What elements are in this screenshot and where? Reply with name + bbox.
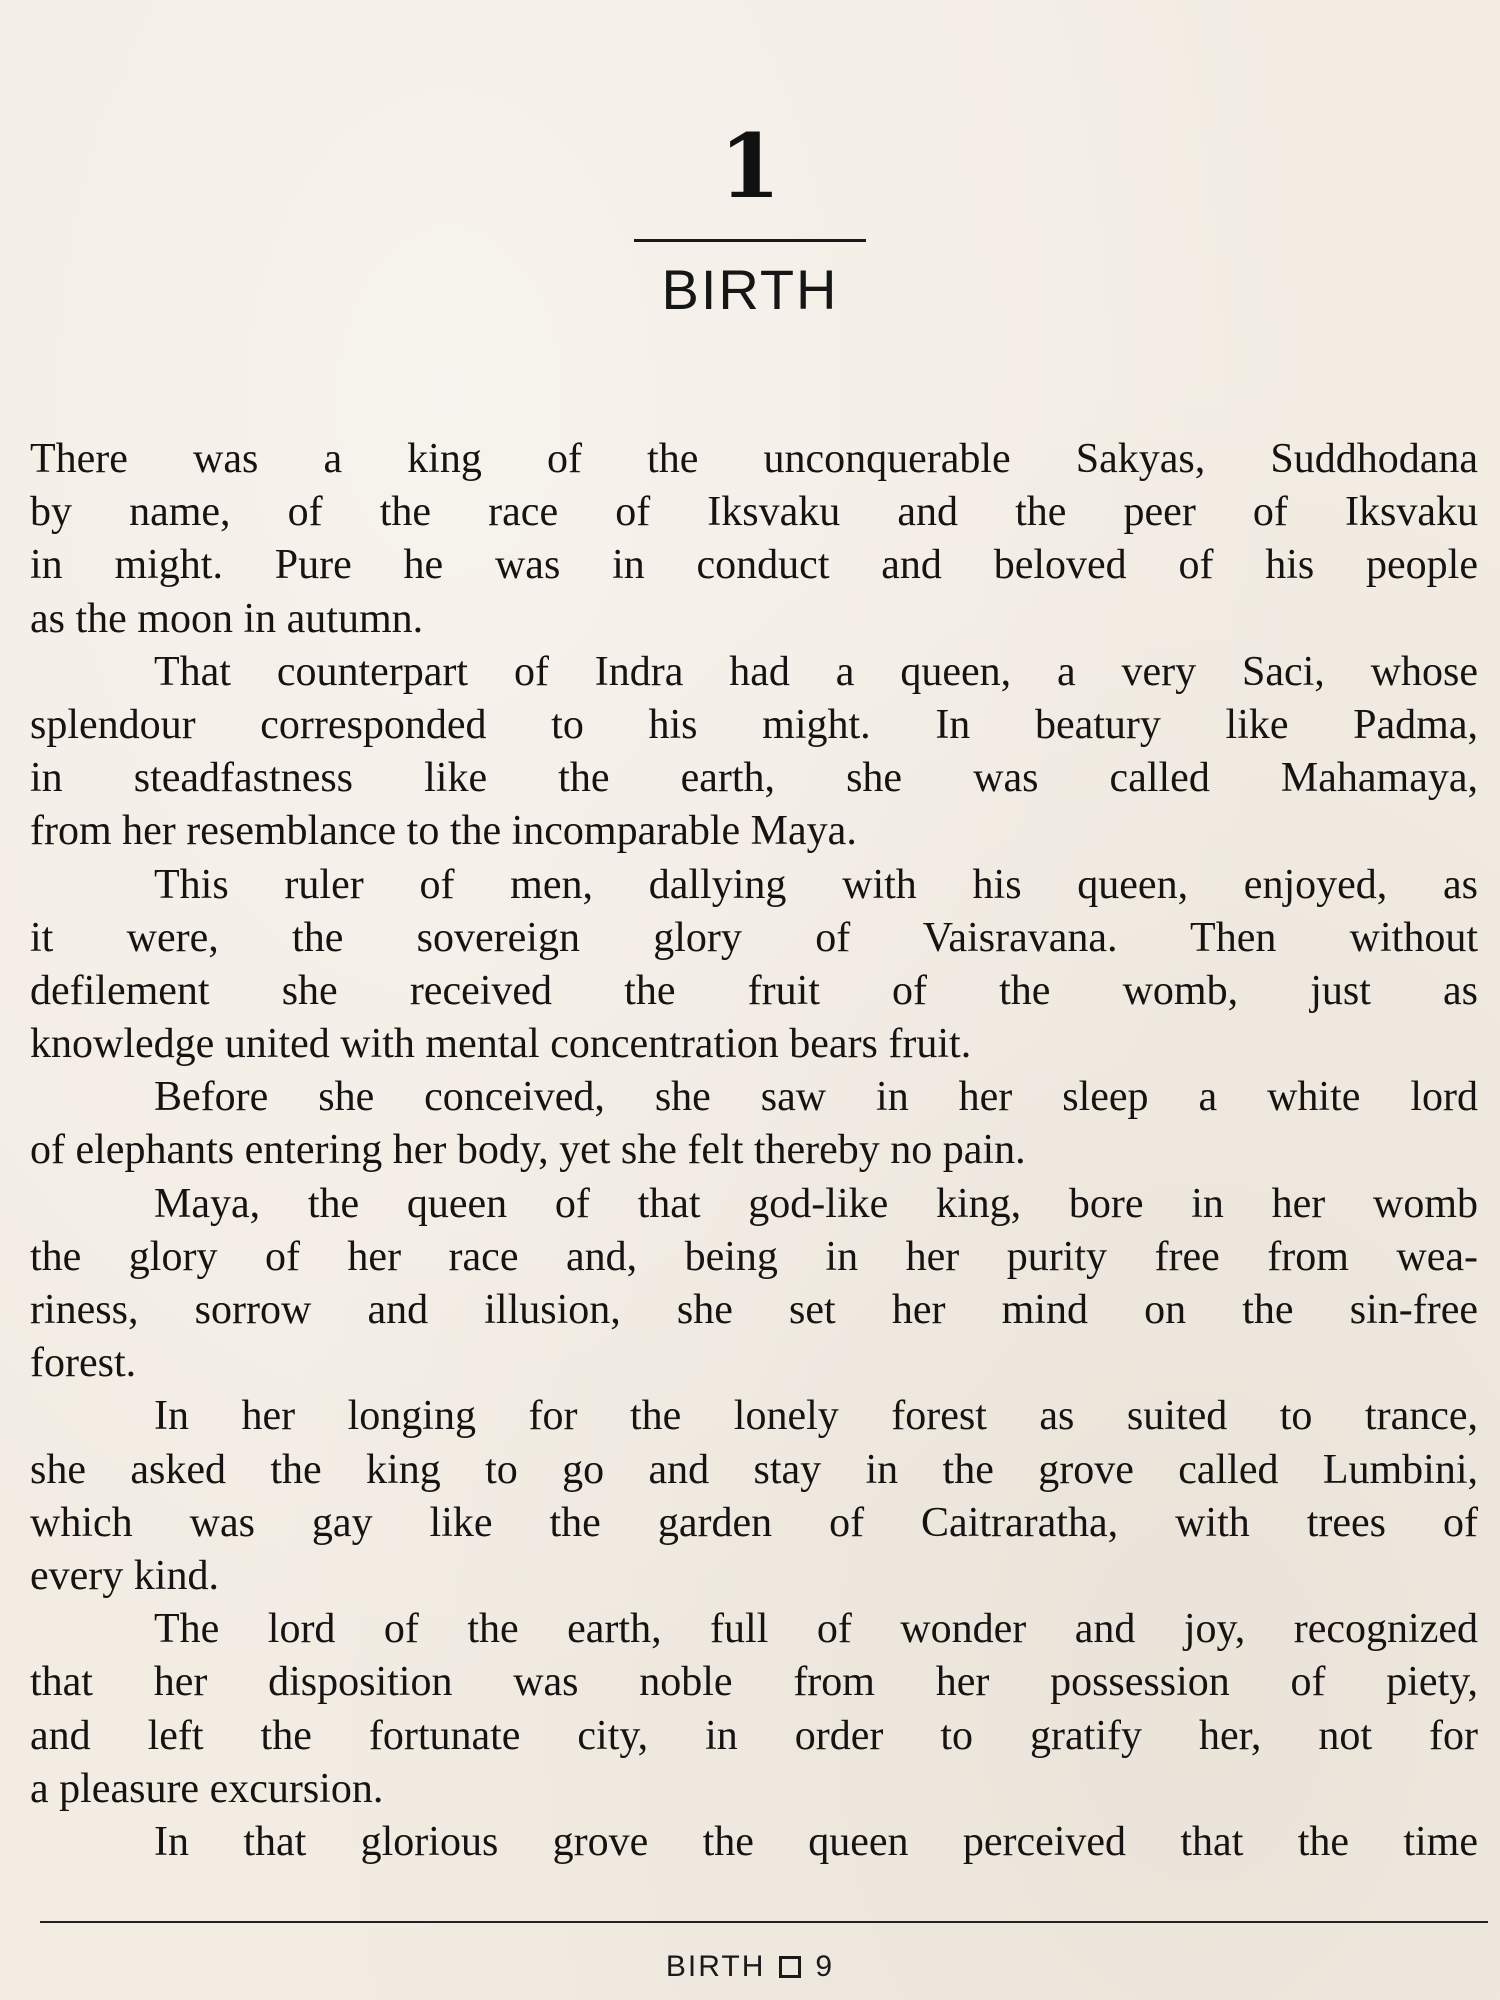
- body-text: [30, 433, 1478, 1869]
- text-line: that her disposition was noble from her possession of piety,: [30, 1659, 1478, 1706]
- text-line: defilement she received the fruit of the womb, just as: [30, 967, 1478, 1014]
- text-line: every kind.: [30, 1552, 219, 1599]
- text-line: Before she conceived, she saw in her sleep a white lord: [154, 1074, 1478, 1121]
- chapter-number: 1: [719, 114, 781, 218]
- running-head: BIRTH: [665, 1950, 766, 1983]
- footer-rule: [40, 1921, 1488, 1923]
- square-separator-icon: [779, 1956, 801, 1978]
- text-line: In that glorious grove the queen perceived that the time: [154, 1818, 1478, 1865]
- page-number: 9: [815, 1950, 835, 1983]
- text-line: In her longing for the lonely forest as suited to trance,: [154, 1393, 1478, 1440]
- text-line: and left the fortunate city, in order to gratify her, not for: [30, 1712, 1478, 1759]
- text-line: in might. Pure he was in conduct and beloved of his people: [30, 542, 1478, 589]
- text-line: in steadfastness like the earth, she was called Mahamaya,: [30, 755, 1478, 802]
- text-line: of elephants entering her body, yet she felt thereby no pain.: [30, 1127, 1026, 1174]
- text-line: splendour corresponded to his might. In beatury like Padma,: [30, 701, 1478, 748]
- text-line: as the moon in autumn.: [30, 595, 424, 642]
- text-line: That counterpart of Indra had a queen, a very Saci, whose: [154, 648, 1478, 695]
- text-line: Maya, the queen of that god-like king, bore in her womb: [154, 1180, 1478, 1227]
- text-line: riness, sorrow and illusion, she set her mind on the sin-free: [30, 1287, 1478, 1333]
- text-line: from her resemblance to the incomparable Maya.: [30, 808, 857, 855]
- text-line: by name, of the race of Iksvaku and the peer of Iksvaku: [30, 489, 1478, 536]
- chapter-title: BIRTH: [661, 258, 839, 321]
- text-line: it were, the sovereign glory of Vaisravana. Then without: [30, 914, 1478, 961]
- text-line: There was a king of the unconquerable Sakyas, Suddhodana: [30, 436, 1478, 482]
- text-line: a pleasure excursion.: [30, 1765, 384, 1812]
- text-line: which was gay like the garden of Caitraratha, with trees of: [30, 1499, 1478, 1546]
- page-footer: [0, 1952, 1500, 1982]
- text-line: she asked the king to go and stay in the grove called Lumbini,: [30, 1446, 1478, 1493]
- text-line: This ruler of men, dallying with his queen, enjoyed, as: [154, 861, 1478, 908]
- text-line: forest.: [30, 1340, 137, 1387]
- chapter-title-rule: [634, 239, 866, 242]
- text-line: The lord of the earth, full of wonder and joy, recognized: [154, 1606, 1478, 1653]
- text-line: knowledge united with mental concentration bears fruit.: [30, 1021, 972, 1068]
- text-line: the glory of her race and, being in her purity free from wea-: [30, 1233, 1478, 1280]
